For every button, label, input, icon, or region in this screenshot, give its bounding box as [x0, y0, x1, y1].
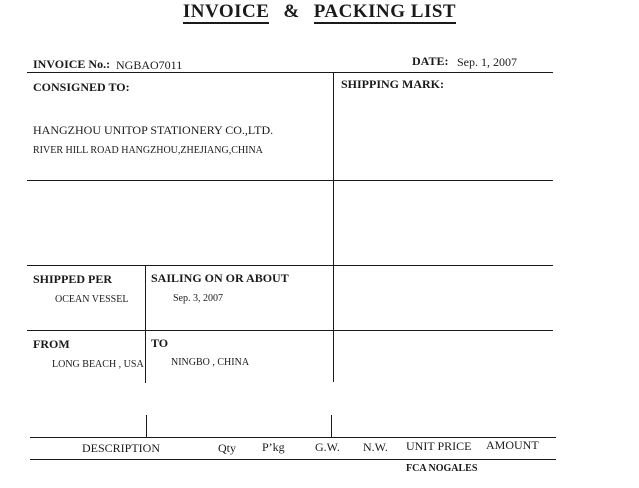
- shipped-per-value: OCEAN VESSEL: [55, 294, 129, 305]
- date-label: DATE:: [412, 54, 449, 68]
- header-rule: [27, 72, 553, 73]
- column-description: DESCRIPTION: [82, 441, 161, 455]
- table-divider-left: [146, 415, 147, 437]
- title-invoice: INVOICE: [182, 1, 270, 22]
- route-top-rule: [27, 330, 553, 331]
- table-divider-right: [331, 415, 332, 437]
- invoice-number-value: NGBAO7011: [116, 58, 183, 72]
- to-label: TO: [151, 336, 169, 350]
- title-ampersand: &: [283, 1, 300, 22]
- main-column-divider: [333, 72, 334, 382]
- to-value: NINGBO , CHINA: [171, 357, 250, 368]
- sailing-label: SAILING ON OR ABOUT: [151, 271, 289, 285]
- document-title: [0, 1, 639, 24]
- consigned-to-label: CONSIGNED TO:: [33, 80, 130, 94]
- table-header-top-rule: [30, 437, 556, 438]
- column-qty: Qty: [218, 441, 236, 455]
- sailing-value: Sep. 3, 2007: [173, 293, 223, 304]
- invoice-number-label: INVOICE No.:: [33, 57, 111, 71]
- date-value: Sep. 1, 2007: [457, 55, 517, 69]
- from-label: FROM: [33, 337, 70, 351]
- column-gross-weight: G.W.: [315, 440, 340, 454]
- table-header-bottom-rule: [30, 459, 556, 460]
- column-unit-price: UNIT PRICE: [406, 439, 472, 453]
- from-value: LONG BEACH , USA: [52, 359, 144, 370]
- price-terms: FCA NOGALES: [406, 463, 478, 474]
- title-packing-list: PACKING LIST: [313, 1, 457, 22]
- column-amount: AMOUNT: [486, 438, 539, 452]
- consignee-bottom-rule: [27, 180, 553, 181]
- shipping-mark-label: SHIPPING MARK:: [341, 77, 444, 91]
- shipped-top-rule: [27, 265, 553, 266]
- column-net-weight: N.W.: [363, 440, 388, 454]
- consignee-company: HANGZHOU UNITOP STATIONERY CO.,LTD.: [33, 123, 274, 137]
- column-packages: P’kg: [262, 440, 285, 454]
- consignee-address: RIVER HILL ROAD HANGZHOU,ZHEJIANG,CHINA: [33, 145, 263, 156]
- shipped-divider: [145, 265, 146, 383]
- shipped-per-label: SHIPPED PER: [33, 272, 113, 286]
